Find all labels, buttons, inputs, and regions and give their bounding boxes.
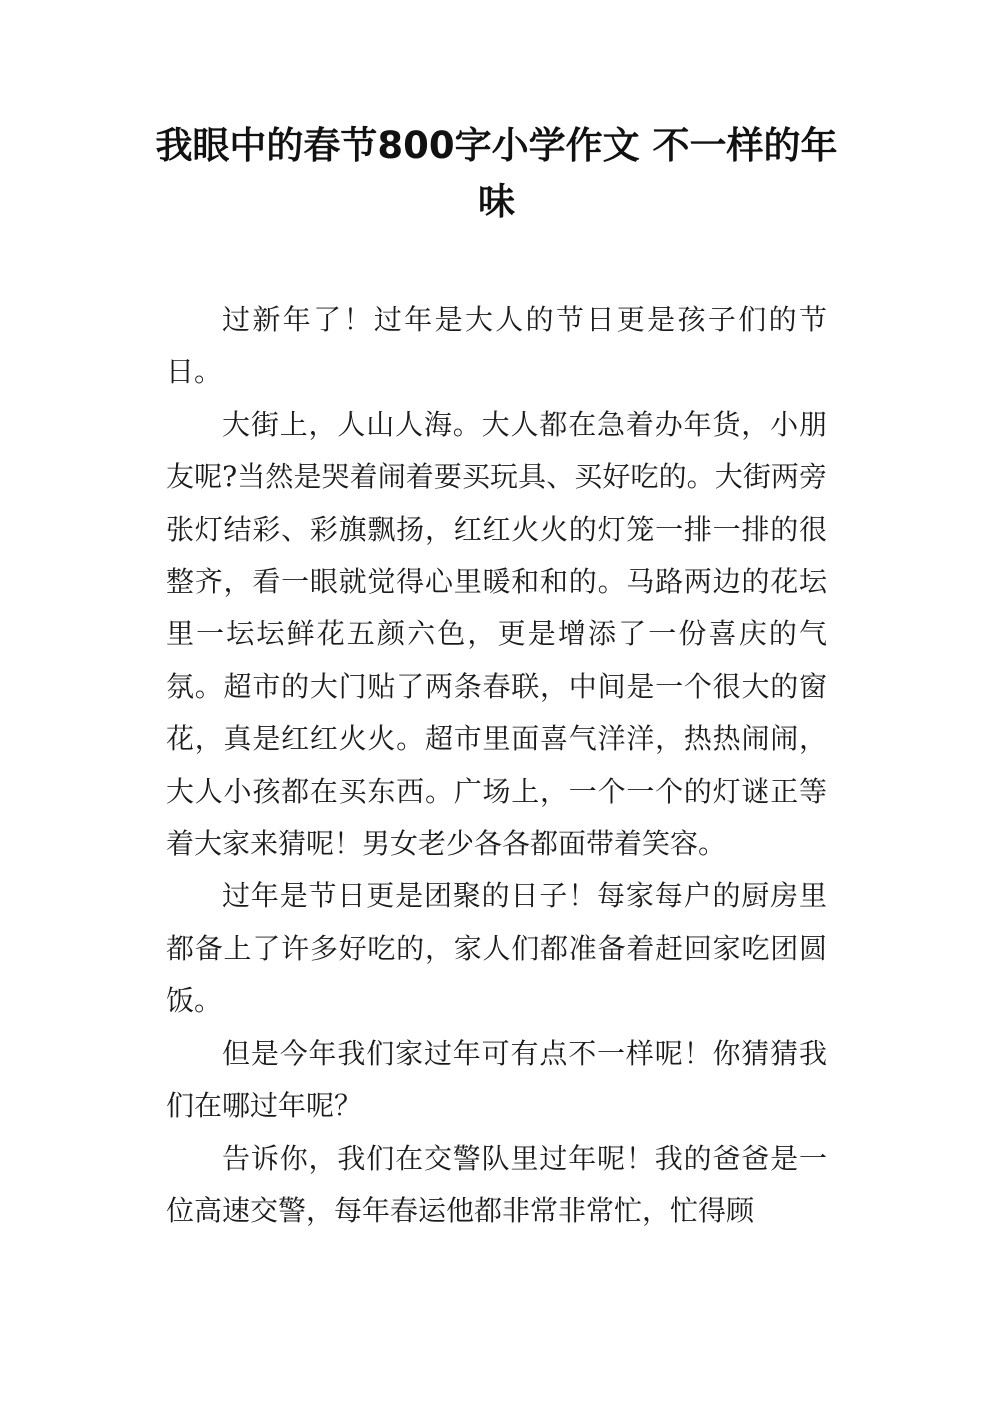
document-title: 我眼中的春节800字小学作文 不一样的年味	[155, 124, 838, 223]
paragraph: 过新年了！过年是大人的节日更是孩子们的节日。	[166, 303, 827, 389]
document-body	[166, 294, 827, 1237]
paragraph: 大街上，人山人海。大人都在急着办年货，小朋友呢?当然是哭着闹着要买玩具、买好吃的。大街两旁张灯结彩、彩旗飘扬，红红火火的灯笼一排一排的很整齐，看一眼就觉得心里暖和和的。马路两边的花坛里一坛坛鲜花五颜六色，更是增添了一份喜庆的气氛。超市的大门贴了两条春联，中间是一个很大的窗花，真是红红火火。超市里面喜气洋洋，热热闹闹，大人小孩都在买东西。广场上，一个一个的灯谜正等着大家来猜呢！男女老少各各都面带着笑容。	[166, 407, 827, 861]
paragraph: 但是今年我们家过年可有点不一样呢！你猜猜我们在哪过年呢？	[166, 1036, 827, 1123]
paragraph: 过年是节日更是团聚的日子！每家每户的厨房里都备上了许多好吃的，家人们都准备着赶回家吃团圆饭。	[166, 879, 827, 1018]
paragraph: 告诉你，我们在交警队里过年呢！我的爸爸是一位高速交警，每年春运他都非常非常忙，忙得顾	[166, 1141, 827, 1227]
